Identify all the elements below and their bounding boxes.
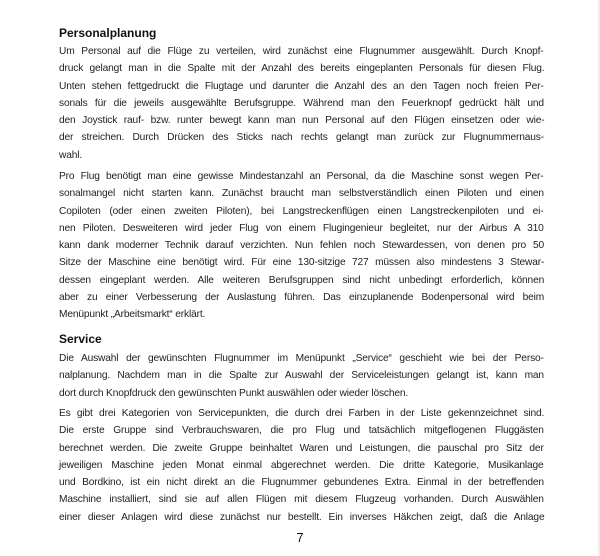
text-line: dessen eingeplant werden. Alle weiteren Berufsgruppen sind nicht unbedingt erforderlich, können xyxy=(59,274,545,286)
text-line: Um Personal auf die Flüge zu verteilen, wird zunächst eine Flugnummer ausgewählt. Durch Knopf- xyxy=(59,46,544,57)
text-line: der streichen. Durch Drücken des Sticks nach rechts gelangt man zurück zur Flugnummernaus- xyxy=(59,132,544,144)
text-line: nen Piloten. Desweiteren wird jeder Flug von einem Flugingenieur begleitet, nur der Airbus A 310 xyxy=(59,222,544,234)
text-line: jeweiligen Maschine jeden Monat einmal abgerechnet werden. Die dritte Kategorie, Musikanlage xyxy=(59,459,544,471)
text-line: Die erste Gruppe sind Verbrauchswaren, die pro Flug und tatsächlich mitgeflogenen Fluggästen xyxy=(59,425,544,437)
text-line: Die Auswahl der gewünschten Flugnummer im Menüpunkt „Service“ geschieht wie bei der Perso- xyxy=(59,353,544,364)
paragraph-service-auswahl xyxy=(59,350,544,402)
text-line: den Joystick rauf- bzw. runter bewegt kann man nun Personal auf den Flügen einsetzen oder wie- xyxy=(59,115,545,127)
text-line: Sitze der Maschine eine benötigt wird. Für eine 130-sitzige 727 müssen also mindestens 3 Stewar- xyxy=(59,257,545,269)
text-line: Pro Flug benötigt man eine gewisse Mindestanzahl an Personal, da die Maschine sonst wegen Per- xyxy=(59,171,544,182)
text-line: kann dank moderner Technik darauf verzichten. Nun fehlen noch Stewardessen, von denen pro 50 xyxy=(59,240,545,252)
text-line: Maschine installiert, sind sie auf allen Flügen mit diesem Flugzeug vorhanden. Durch Auswählen xyxy=(59,494,544,506)
text-line: und Bordkino, ist ein nicht direkt an die Flugnummer gebundenes Extra. Einmal in der betreffenden xyxy=(59,477,544,489)
text-line: Menüpunkt „Arbeitsmarkt“ erklärt. xyxy=(59,309,206,321)
text-line: einer dieser Anlagen wird diese zunächst nur bestellt. Ein inverses Häkchen zeigt, daß die Anlage xyxy=(59,511,545,523)
text-line: aber zu einer Verbesserung der Auslastung führen. Das einzuplanende Bodenpersonal wird beim xyxy=(59,292,545,304)
text-line: Unten stehen fettgedruckt die Flugtage und darunter die Anzahl des an den Tagen noch freien Per- xyxy=(59,80,544,92)
page-number: 7 xyxy=(296,530,304,545)
text-line: wahl. xyxy=(59,149,83,161)
paragraph-mindestanzahl-personal xyxy=(59,168,544,324)
paragraph-personal-verteilen xyxy=(59,43,544,164)
text-line: Copiloten (oder einen zweiten Piloten), bei Langstreckenflügen einen Langstreckenpiloten und ei- xyxy=(59,205,544,217)
text-line: Es gibt drei Kategorien von Servicepunkten, die durch drei Farben in der Liste gekennzeichnet sind. xyxy=(59,408,545,419)
section-heading-personalplanung: Personalplanung xyxy=(59,26,157,40)
text-line: nalplanung. Nachdem man in die Spalte zur Auswahl der Serviceleistungen gelangt ist, kann man xyxy=(59,370,544,382)
text-line: dort durch Knopfdruck den gewünschten Punkt auswählen oder wieder löschen. xyxy=(59,387,409,399)
text-line: sonals für die jeweils ausgewählte Berufsgruppe. Während man den Feuerknopf gedrückt hält und xyxy=(59,97,544,109)
text-line: berechnet werden. Die zweite Gruppe beinhaltet Waren und Leistungen, die pauschal pro Sitz der xyxy=(59,442,544,454)
section-heading-service: Service xyxy=(59,332,102,346)
paragraph-service-kategorien xyxy=(59,405,544,526)
text-line: druck gelangt man in die Spalte mit der Anzahl des bereits eingeplanten Personals für diesen Flug. xyxy=(59,63,545,75)
text-line: sonalmangel nicht starten kann. Zunächst braucht man selbstverständlich einen Piloten und einen xyxy=(59,188,544,200)
